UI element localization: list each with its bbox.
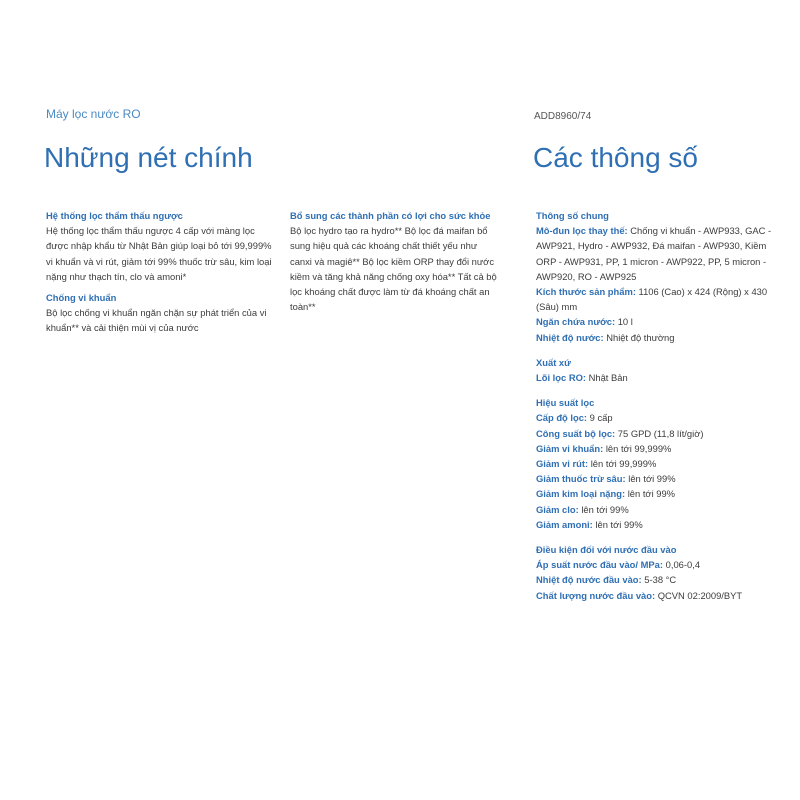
spec-group <box>536 355 776 385</box>
page-subtitle: Máy lọc nước RO <box>46 107 141 121</box>
spec-row <box>536 557 776 572</box>
spec-value: Nhiệt độ thường <box>606 331 675 343</box>
model-number: ADD8960/74 <box>534 111 592 122</box>
spec-key: Công suất bộ lọc : <box>536 428 615 439</box>
spec-value: lên tới 99,999% <box>590 458 657 470</box>
spec-key: Nhiệt độ nước : <box>536 332 604 343</box>
spec-row <box>536 502 776 517</box>
feature-title: Chống vi khuẩn <box>46 292 117 304</box>
spec-group-title: Xuất xứ <box>536 356 571 368</box>
spec-value: 5-38 °C <box>644 574 677 586</box>
spec-group <box>536 542 776 603</box>
spec-key: Kích thước sản phẩm : <box>536 286 636 297</box>
specs-column <box>536 208 776 613</box>
spec-key: Nhiệt độ nước đầu vào : <box>536 574 642 585</box>
spec-value: lên tới 99% <box>627 488 676 500</box>
spec-value: 0,06-0,4 <box>665 559 701 571</box>
feature-healthy-minerals <box>290 208 500 314</box>
specs-title: Các thông số <box>533 142 698 173</box>
spec-row <box>536 370 776 385</box>
feature-antibacterial <box>46 290 276 336</box>
spec-value: lên tới 99,999% <box>605 442 672 454</box>
spec-key: Mô-đun lọc thay thế : <box>536 225 628 236</box>
spec-row <box>536 223 776 284</box>
spec-row <box>536 588 776 603</box>
spec-value: Nhật Bản <box>588 372 628 384</box>
feature-title: Hệ thống lọc thẩm thấu ngược <box>46 210 183 221</box>
feature-title: Bổ sung các thành phần có lợi cho sức khỏe <box>290 210 491 221</box>
spec-key: Cấp độ lọc : <box>536 412 587 423</box>
spec-value: lên tới 99% <box>581 503 629 515</box>
spec-key: Giảm kim loại nặng : <box>536 488 625 499</box>
spec-group <box>536 395 776 532</box>
spec-key: Giảm thuốc trừ sâu : <box>536 473 626 484</box>
spec-value: 10 l <box>617 316 633 328</box>
spec-row <box>536 330 776 345</box>
spec-group-title: Hiệu suất lọc <box>536 397 595 409</box>
spec-value: lên tới 99% <box>595 518 643 530</box>
spec-row <box>536 517 776 532</box>
spec-group-title: Điều kiện đối với nước đầu vào <box>536 544 677 556</box>
spec-key: Giảm vi khuẩn : <box>536 443 603 454</box>
spec-key: Lõi lọc RO : <box>536 372 586 383</box>
features-title: Những nét chính <box>44 142 253 173</box>
spec-group <box>536 208 776 345</box>
spec-row <box>536 410 776 425</box>
spec-row <box>536 314 776 329</box>
spec-key: Chất lượng nước đầu vào : <box>536 590 655 601</box>
spec-row <box>536 456 776 471</box>
spec-row <box>536 426 776 441</box>
spec-row <box>536 572 776 587</box>
spec-key: Giảm vi rút : <box>536 458 588 469</box>
spec-key: Giảm clo : <box>536 504 579 515</box>
feature-body: Bộ lọc hydro tạo ra hydro** Bộ lọc đá maifan bổ sung hiệu quả các khoáng chất thiết yếu như canxi và magiê** Bộ lọc kiềm ORP thay đổi nước kiềm và tăng khả năng chống oxy hóa** Tất cả bộ lọc khoáng chất được làm từ đá khoáng chất an toàn** <box>290 225 497 313</box>
spec-value: Chống vi khuẩn - AWP933, GAC - AWP921, Hydro - AWP932, Đá maifan - AWP930, Kiềm ORP - AWP931, PP, 1 micron - AWP922, PP, 5 micron - AWP920, RO - AWP925 <box>536 225 772 282</box>
spec-value: 9 cấp <box>589 412 613 424</box>
feature-body: Hệ thống lọc thẩm thấu ngược 4 cấp với màng lọc được nhập khẩu từ Nhật Bản giúp loại bỏ tới 99,999% vi khuẩn và vi rút, giảm tới 99% thuốc trừ sâu, kim loại nặng như thạch tín, clo và amoni* <box>46 225 272 282</box>
spec-row <box>536 284 776 314</box>
spec-value: 1106 (Cao) x 424 (Rộng) x 430 (Sâu) mm <box>536 286 768 313</box>
spec-row <box>536 486 776 501</box>
feature-ro-system <box>46 208 276 284</box>
feature-body: Bộ lọc chống vi khuẩn ngăn chặn sự phát triển của vi khuẩn** và cải thiện mùi vị của nước <box>46 307 267 334</box>
spec-row <box>536 441 776 456</box>
spec-value: QCVN 02:2009/BYT <box>657 589 743 601</box>
spec-key: Giảm amoni : <box>536 519 593 530</box>
spec-value: 75 GPD (11,8 lít/giờ) <box>617 427 704 439</box>
spec-value: lên tới 99% <box>628 473 676 485</box>
spec-key: Ngăn chứa nước : <box>536 316 615 327</box>
spec-key: Áp suất nước đầu vào/ MPa : <box>536 559 663 570</box>
spec-group-title: Thông số chung <box>536 210 609 221</box>
spec-row <box>536 471 776 486</box>
features-column-2 <box>290 208 500 314</box>
features-column-1 <box>46 208 276 336</box>
